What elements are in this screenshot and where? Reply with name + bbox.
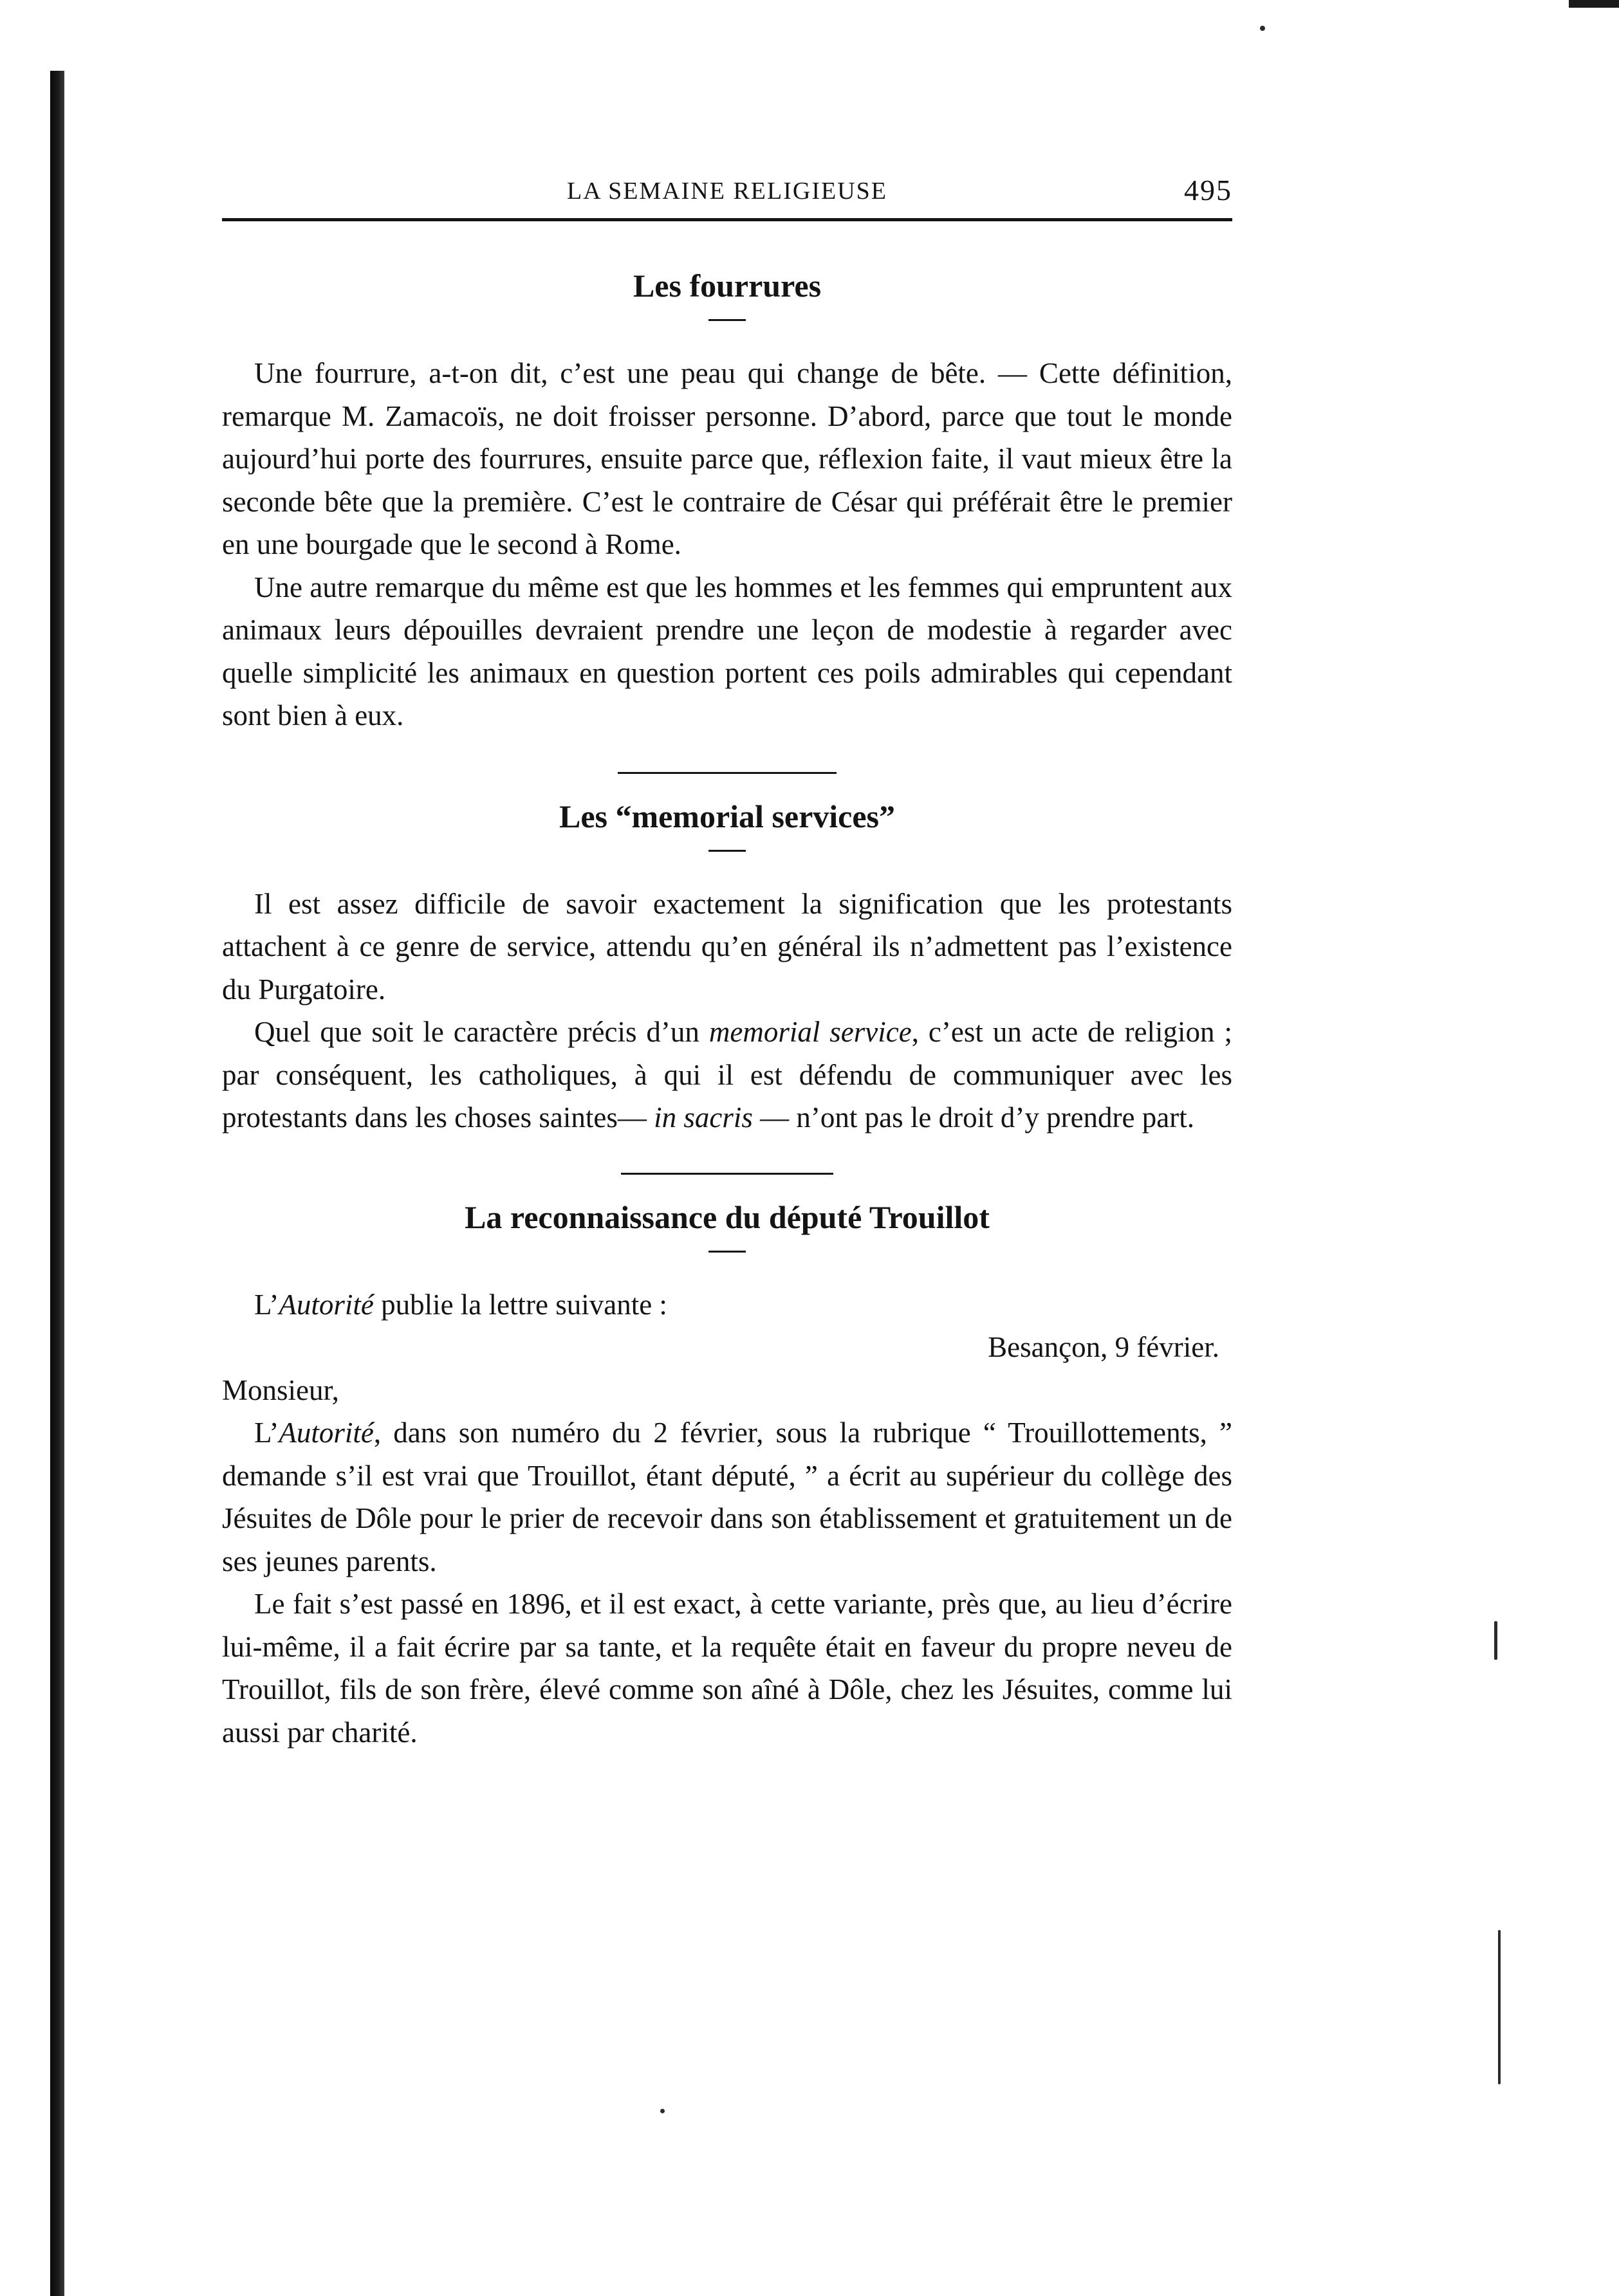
title-dash — [708, 1251, 746, 1253]
section-title-fourrures: Les fourrures — [633, 268, 822, 304]
paragraph: Le fait s’est passé en 1896, et il est exact, à cette variante, près que, au lieu d’écrire lui-même, il a fait écrire par sa tante, et la requête était en faveur du propre neveu de Trouillot, fils de son frère, élevé comme son aîné à Dôle, chez les Jésuites, comme lui aussi par charité. — [222, 1588, 1232, 1749]
paragraph: L’Autorité, dans son numéro du 2 février, sous la rubrique “ Trouillottements, ” demande s’il est vrai que Trouillot, étant député, ” a écrit au supérieur du collège des Jésuites de Dôle pour le prier de recevoir dans son établissement et gratuitement un de ses jeunes parents. — [222, 1417, 1232, 1577]
section-divider — [618, 772, 837, 774]
paragraph: Une fourrure, a-t-on dit, c’est une peau qui change de bête. — Cette définition, remarque M. Zamacoïs, ne doit froisser personne. D’abord, parce que tout le monde aujourd’hui porte des fourrures, ensuite parce que, réflexion faite, il vaut mieux être la seconde bête que la première. C’est le contraire de César qui préférait être le premier en une bourgade que le second à Rome. — [222, 357, 1232, 560]
paragraph: Quel que soit le caractère précis d’un memorial service, c’est un acte de religion ; par conséquent, les catholiques, à qui il est défendu de communiquer avec les protestants dans les choses saintes— in sacris — n’ont pas le droit d’y prendre part. — [222, 1016, 1232, 1134]
paragraph: Une autre remarque du même est que les hommes et les femmes qui empruntent aux animaux leurs dépouilles devraient prendre une leçon de modestie à regarder avec quelle simplicité les animaux en question portent ces poils admirables qui cependant sont bien à eux. — [222, 571, 1232, 731]
running-title: LA SEMAINE RELIGIEUSE — [567, 178, 887, 205]
page-number: 495 — [1184, 174, 1232, 207]
scan-speck — [660, 2109, 665, 2113]
header-rule — [222, 218, 1232, 221]
scan-corner-mark — [1569, 0, 1619, 8]
paragraph: Il est assez difficile de savoir exactement la signification que les protestants attachent à ce genre de service, attendu qu’en général ils n’admettent pas l’existence du Purgatoire. — [222, 887, 1232, 1006]
scan-speck — [1498, 1930, 1501, 2084]
document-page — [222, 170, 1232, 1754]
section-title-trouillot: La reconnaissance du député Trouillot — [465, 1199, 990, 1235]
letter-salutation: Monsieur, — [222, 1373, 339, 1406]
section-title-memorial-services: Les “memorial services” — [559, 798, 896, 834]
running-head — [222, 170, 1232, 216]
title-dash — [708, 319, 746, 321]
title-dash — [708, 850, 746, 852]
paragraph-intro: L’Autorité publie la lettre suivante : — [254, 1288, 667, 1321]
scan-speck — [1260, 26, 1265, 31]
scan-binding-edge — [50, 71, 64, 2296]
letter-dateline: Besançon, 9 février. — [988, 1331, 1219, 1363]
scan-speck — [1494, 1621, 1497, 1660]
section-divider — [621, 1173, 833, 1175]
